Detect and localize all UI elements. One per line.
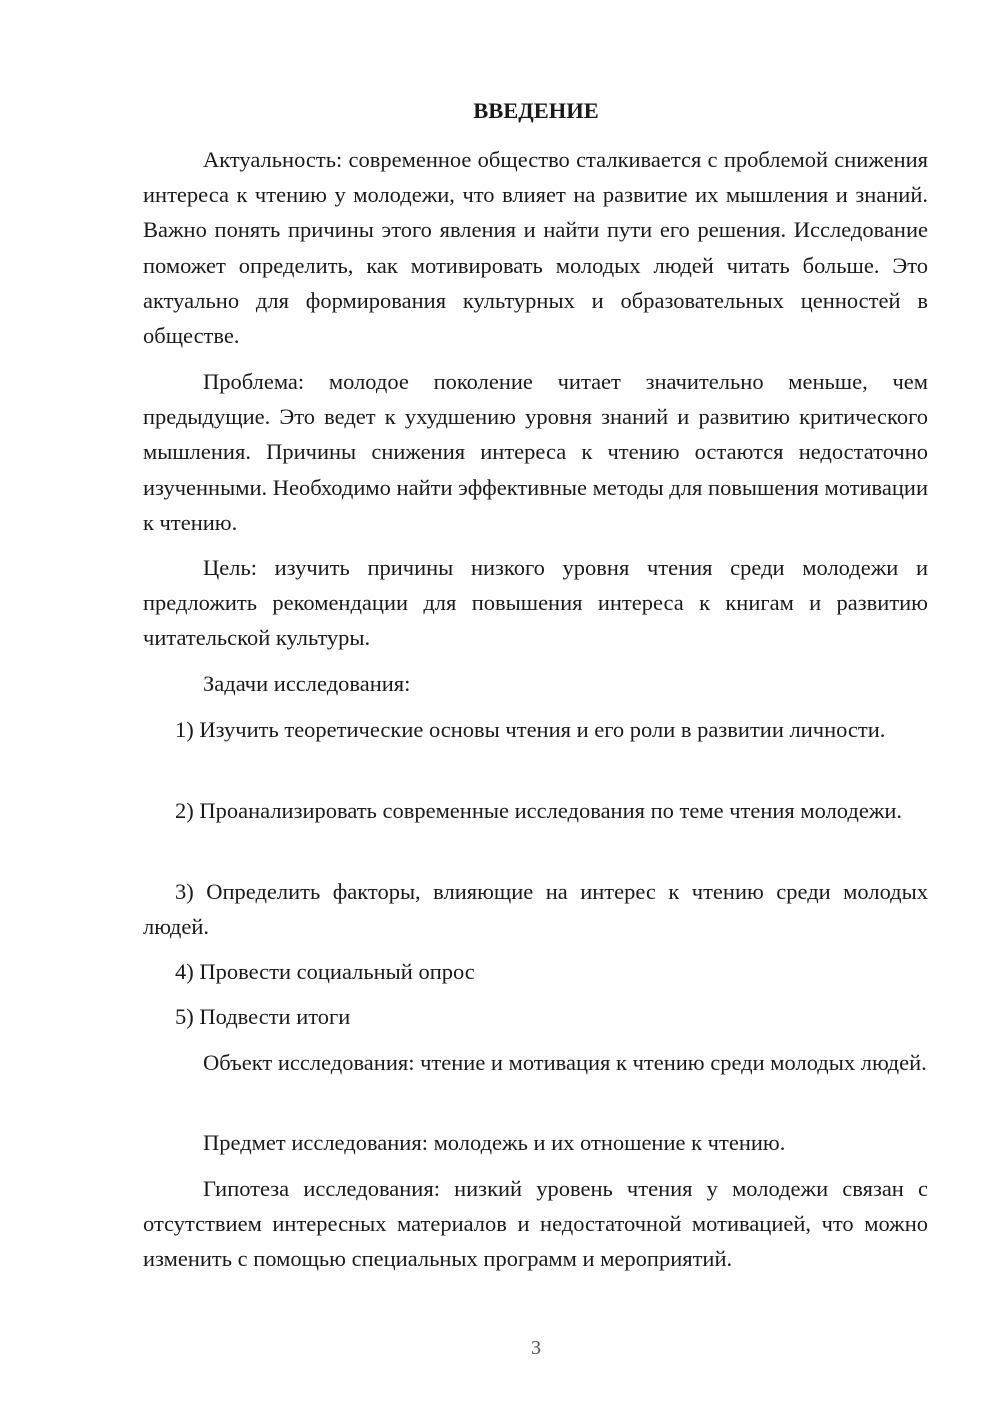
paragraph-subject: Предмет исследования: молодежь и их отношение к чтению.: [203, 1130, 786, 1155]
page-number: 3: [531, 1337, 541, 1359]
paragraph-object: Объект исследования: чтение и мотивация к чтению среди молодых людей.: [203, 1050, 927, 1075]
paragraph-relevance: Актуальность: современное общество сталкивается с проблемой снижения интереса к чтению у молодежи, что влияет на развитие их мышления и знаний. Важно понять причины этого явления и найти пути его решения. Исследование поможет определить, как мотивировать молодых людей читать больше. Это актуально для формирования культурных и образовательных ценностей в обществе.: [143, 147, 928, 349]
task-item: 3) Определить факторы, влияющие на интерес к чтению среди молодых людей.: [143, 879, 928, 940]
task-item: 4) Провести социальный опрос: [175, 959, 475, 984]
page-title: ВВЕДЕНИЕ: [473, 98, 599, 123]
paragraph-problem: Проблема: молодое поколение читает значительно меньше, чем предыдущие. Это ведет к ухудшению уровня знаний и развитию критического мышления. Причины снижения интереса к чтению остаются недостаточно изученными. Необходимо найти эффективные методы для повышения мотивации к чтению.: [143, 369, 928, 535]
task-item: 2) Проанализировать современные исследования по теме чтения молодежи.: [175, 798, 903, 823]
paragraph-hypothesis: Гипотеза исследования: низкий уровень чтения у молодежи связан с отсутствием интересных материалов и недостаточной мотивацией, что можно изменить с помощью специальных программ и мероприятий.: [143, 1176, 928, 1272]
paragraph-tasks-heading: Задачи исследования:: [203, 671, 411, 696]
paragraph-goal: Цель: изучить причины низкого уровня чтения среди молодежи и предложить рекомендации для повышения интереса к книгам и развитию читательской культуры.: [143, 555, 928, 651]
task-item: 5) Подвести итоги: [175, 1004, 351, 1029]
task-item: 1) Изучить теоретические основы чтения и его роли в развитии личности.: [175, 717, 886, 742]
